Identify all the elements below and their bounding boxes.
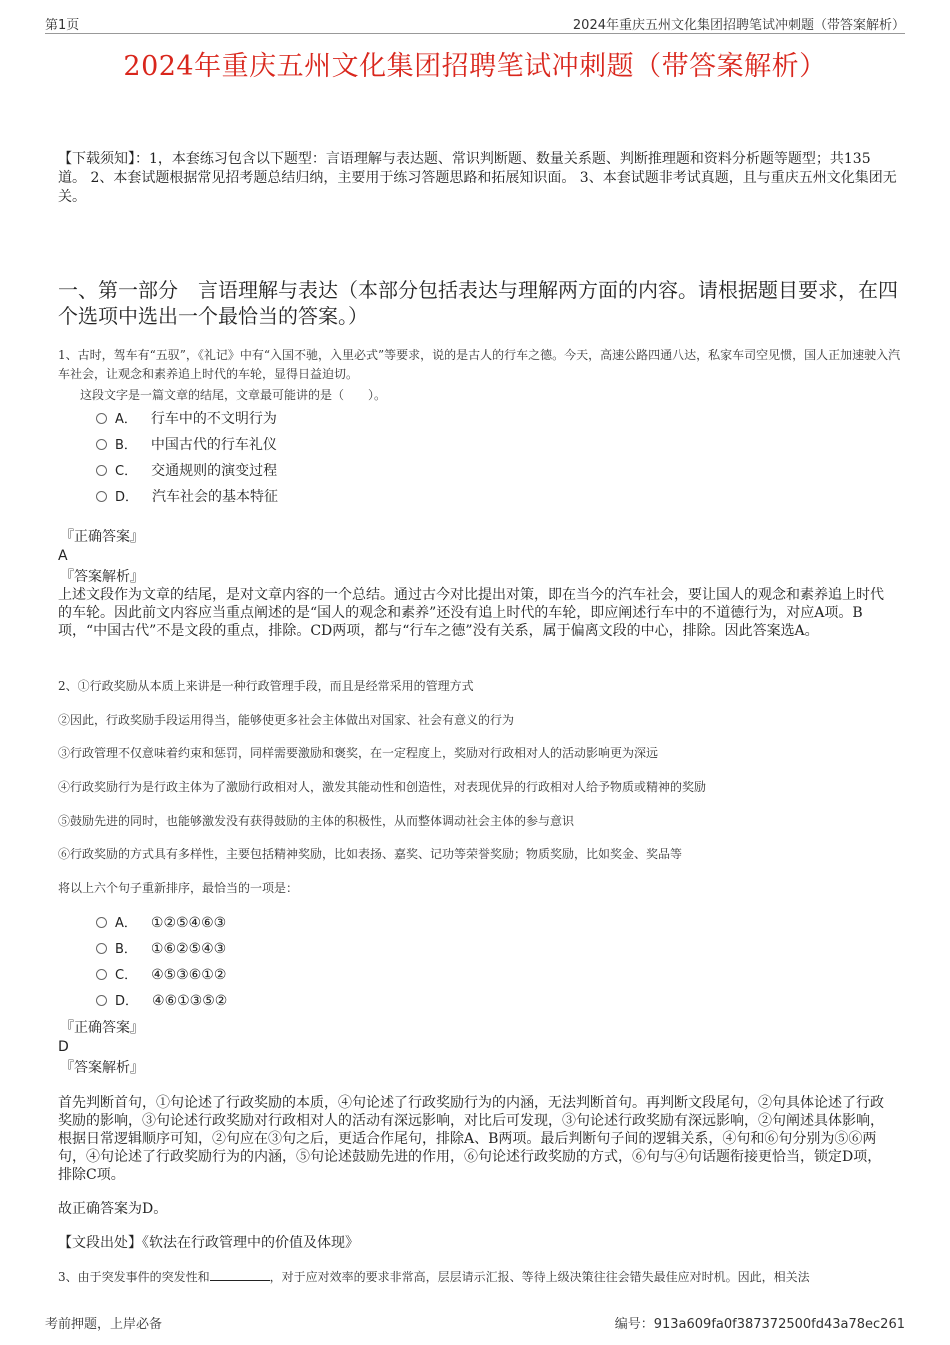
q2-sentence-4: ④行政奖励行为是行政主体为了激励行政相对人，激发其能动性和创造性，对表现优异的行政相对人给予物质或精神的奖励 [58, 780, 707, 794]
q2-sentence-6: ⑥行政奖励的方式具有多样性，主要包括精神奖励，比如表扬、嘉奖、记功等荣誉奖励；物质奖励，比如奖金、奖品等 [58, 847, 683, 861]
q2-option-d[interactable]: D． ④⑥①③⑤② [96, 991, 227, 1011]
q1-answer: A [58, 548, 68, 564]
radio-icon[interactable] [96, 917, 107, 928]
q2-option-a[interactable]: A． ①②⑤④⑥③ [96, 913, 226, 933]
q2-sentence-1: 2、①行政奖励从本质上来讲是一种行政管理手段，而且是经常采用的管理方式 [58, 679, 474, 693]
radio-icon[interactable] [96, 413, 107, 424]
download-notice: 【下载须知】：1，本套练习包含以下题型：言语理解与表达题、常识判断题、数量关系题、判断推理题和资料分析题等题型；共135道。 2、本套试题根据常见招考题总结归纳，主要用于练习答题思路和拓展知识面。 3、本套试题非考试真题，且与重庆五州文化集团无关。 [58, 151, 897, 205]
q2-answer: D [58, 1039, 69, 1055]
q2-source: 【文段出处】《软法在行政管理中的价值及体现》 [58, 1235, 359, 1251]
q2-sentence-3: ③行政管理不仅意味着约束和惩罚，同样需要激励和褒奖，在一定程度上，奖励对行政相对人的活动影响更为深远 [58, 746, 659, 760]
q1-analysis-label: 『答案解析』 [60, 569, 144, 585]
fill-blank [210, 1268, 270, 1281]
q2-sentence-2: ②因此，行政奖励手段运用得当，能够使更多社会主体做出对国家、社会有意义的行为 [58, 713, 515, 727]
q2-ask: 将以上六个句子重新排序，最恰当的一项是： [58, 881, 299, 895]
q2-option-b[interactable]: B． ①⑥②⑤④③ [96, 939, 226, 959]
q1-stem: 1、古时，驾车有“五驭”，《礼记》中有“入国不驰，入里必式”等要求，说的是古人的行车之德。今天，高速公路四通八达，私家车司空见惯，国人正加速驶入汽车社会，让观念和素养追上时代的车轮，显得日益迫切。 [58, 348, 901, 381]
radio-icon[interactable] [96, 943, 107, 954]
footer-slogan: 考前押题，上岸必备 [45, 1317, 163, 1332]
q1-option-d[interactable]: D． 汽车社会的基本特征 [96, 487, 278, 507]
header-divider [45, 33, 905, 34]
radio-icon[interactable] [96, 439, 107, 450]
q2-analysis: 首先判断首句，①句论述了行政奖励的本质，④句论述了行政奖励行为的内涵，无法判断首句。再判断文段尾句，②句具体论述了行政奖励的影响，③句论述行政奖励对行政相对人的活动有深远影响，对比后可发现，③句论述行政奖励有深远影响，②句阐述具体影响，根据日常逻辑顺序可知，②句应在③句之后，更适合作尾句，排除A、B两项。最后判断句子间的逻辑关系，④句和⑥句分别为⑤⑥两句，④句论述了行政奖励行为的内涵，⑤句论述鼓励先进的作用，⑥句论述行政奖励的方式，⑥句与④句话题衔接更恰当，锁定D项，排除C项。 [58, 1095, 884, 1183]
section-heading: 一、第一部分 言语理解与表达（本部分包括表达与理解两方面的内容。请根据题目要求，在四个选项中选出一个最恰当的答案。） [58, 278, 898, 328]
q2-sentence-5: ⑤鼓励先进的同时，也能够激发没有获得鼓励的主体的积极性，从而整体调动社会主体的参与意识 [58, 814, 575, 828]
radio-icon[interactable] [96, 465, 107, 476]
footer-code: 编号：913a609fa0f387372500fd43a78ec261 [614, 1317, 905, 1332]
radio-icon[interactable] [96, 995, 107, 1006]
q2-conclusion: 故正确答案为D。 [58, 1201, 168, 1217]
q1-option-a[interactable]: A． 行车中的不文明行为 [96, 409, 277, 429]
page-title: 2024年重庆五州文化集团招聘笔试冲刺题（带答案解析） [123, 51, 827, 82]
q3-stem: 3、由于突发事件的突发性和 ，对于应对效率的要求非常高，层层请示汇报、等待上级决策往往会错失最佳应对时机。因此，相关法 [58, 1270, 810, 1284]
running-title: 2024年重庆五州文化集团招聘笔试冲刺题（带答案解析） [572, 18, 905, 33]
q1-ask: 这段文字是一篇文章的结尾，文章最可能讲的是（ ）。 [80, 388, 387, 402]
q2-analysis-label: 『答案解析』 [60, 1060, 144, 1076]
q2-answer-label: 『正确答案』 [60, 1020, 144, 1036]
q1-option-c[interactable]: C． 交通规则的演变过程 [96, 461, 277, 481]
q1-answer-label: 『正确答案』 [60, 529, 144, 545]
q2-option-c[interactable]: C． ④⑤③⑥①② [96, 965, 226, 985]
q1-analysis: 上述文段作为文章的结尾，是对文章内容的一个总结。通过古今对比提出对策，即在当今的汽车社会，要让国人的观念和素养追上时代的车轮。因此前文内容应当重点阐述的是“国人的观念和素养”还没有追上时代的车轮，即应阐述行车中的不道德行为，对应A项。B项，“中国古代”不是文段的重点，排除。CD两项，都与“行车之德”没有关系，属于偏离文段的中心，排除。因此答案选A。 [58, 587, 884, 639]
radio-icon[interactable] [96, 969, 107, 980]
q1-option-b[interactable]: B． 中国古代的行车礼仪 [96, 435, 277, 455]
page-number: 第1页 [45, 18, 80, 33]
radio-icon[interactable] [96, 491, 107, 502]
